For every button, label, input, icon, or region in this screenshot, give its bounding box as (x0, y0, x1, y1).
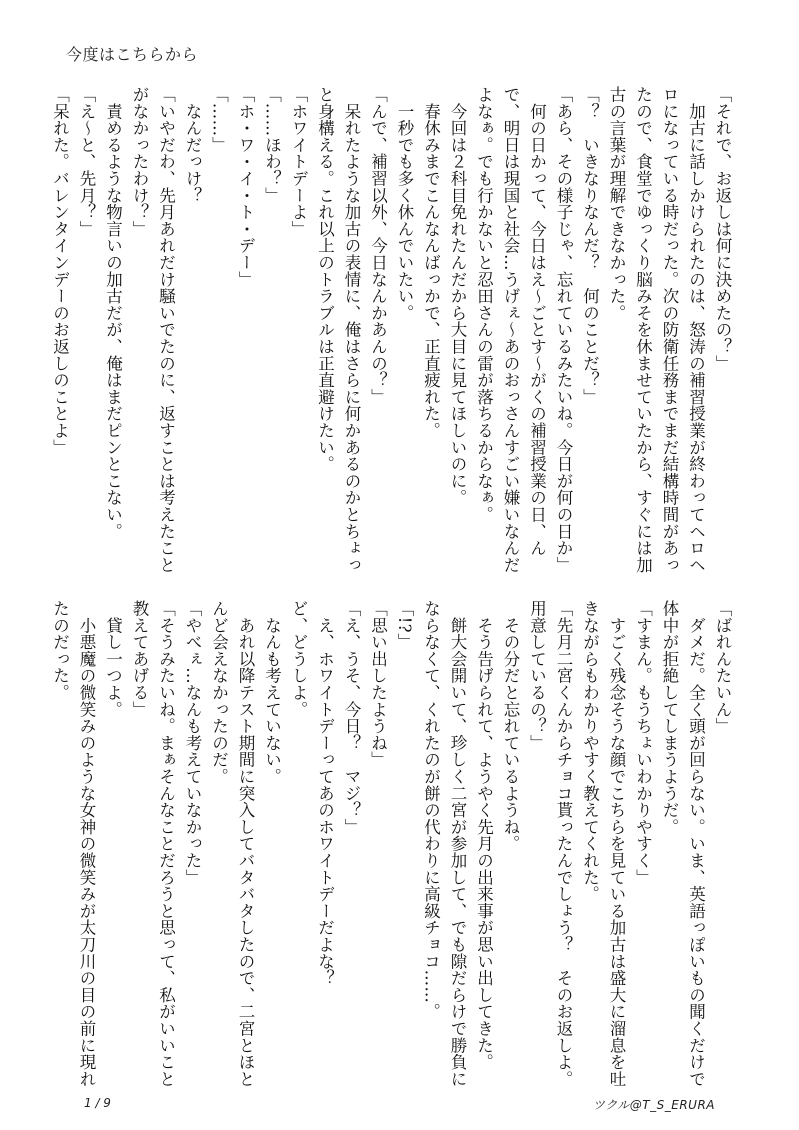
text-line: 今回は２科目免れたんだから大目に見てほしいのに。 (448, 86, 467, 506)
text-line: 「ホワイトデーよ」 (289, 86, 308, 238)
text-line: 加古に話しかけられたのは、怒涛の補習授業が終わってヘロヘ (686, 86, 706, 574)
text-line: 「いやだわ、先月あれだけ騒いでたのに、返すことは考えたこと (156, 86, 176, 574)
text-line: 「すまん。もうちょいわかりやすく」 (633, 600, 653, 886)
text-line: その分だと忘れているようね。 (501, 600, 520, 852)
text-line: がなかったわけ？」 (130, 86, 149, 238)
text-line: 「!?」 (395, 600, 414, 650)
text-line: 教えてあげる」 (130, 600, 149, 718)
text-line: 「？ いきなりなんだ？ 何のことだ？」 (580, 86, 600, 406)
text-line: 何の日かって、今日はえ～ごとす～がくの補習授業の日、ん (527, 86, 547, 557)
text-line: たので、食堂でゆっくり脳みそを休ませていたから、すぐには加 (633, 86, 653, 574)
text-line: 「あら、その様子じゃ、忘れているみたいね。今日が何の日か」 (554, 86, 573, 574)
text-line: ど、どうしよ。 (289, 600, 308, 718)
text-line: そう告げられて、ようやく先月の出来事が思い出してきた。 (474, 600, 494, 1071)
text-line: 一秒でも多く休んでいたい。 (395, 86, 414, 322)
text-line: 「呆れた。バレンタインデーのお返しのことよ」 (50, 86, 70, 456)
author-credit: ツクル@T_S_ERURA (592, 1098, 715, 1112)
text-line: 「んで、補習以外、今日なんかあんの？」 (368, 86, 388, 406)
text-line: 「ホ・ワ・イ・ト・デー」 (236, 86, 255, 288)
text-line: 体中が拒絶してしまうようだ。 (660, 600, 679, 836)
text-line: 「……」 (209, 86, 229, 154)
text-line: あれ以降テスト期間に突入してバタバタしたので、二宮とほと (236, 600, 255, 1088)
text-line: なんも考えていない。 (262, 600, 282, 785)
text-line: 「え～と、先月？」 (77, 86, 96, 238)
text-block-upper (50, 86, 735, 574)
text-line: 用意しているの？」 (527, 600, 547, 752)
text-line: 貸し一つよ。 (103, 600, 123, 718)
text-line: で、明日は現国と社会…うげぇ～あのおっさんすごい嫌いなんだ (501, 86, 520, 574)
text-line: たのだった。 (50, 600, 70, 701)
text-line: よなぁ。でも行かないと忍田さんの雷が落ちるからなぁ。 (474, 86, 494, 523)
text-line: と身構える。これ以上のトラブルは正直避けたい。 (315, 86, 335, 473)
text-line: 「先月二宮くんからチョコ貰ったんでしょう？ そのお返しよ。 (554, 600, 573, 1088)
text-block-lower (50, 600, 735, 1088)
text-line: 「思い出したようね」 (368, 600, 388, 768)
text-line: 「やべぇ…なんも考えていなかった」 (183, 600, 202, 886)
text-line: 「え、うそ、今日？ マジ？」 (342, 600, 361, 836)
text-line: 春休みまでこんなんばっかで、正直疲れた。 (421, 86, 441, 439)
text-line: 責めるような物言いの加古だが、俺はまだピンとこない。 (103, 86, 123, 540)
text-line: 餅大会開いて、珍しく二宮が参加して、でも隙だらけで勝負に (448, 600, 467, 1088)
text-line: 「……ほわ？」 (262, 86, 282, 204)
text-line: すごく残念そうな顔でこちらを見ている加古は盛大に溜息を吐 (607, 600, 626, 1088)
text-line: ダメだ。全く頭が回らない。いま、英語っぽいもの聞くだけで (686, 600, 706, 1088)
text-line: 「それで、お返しは何に決めたの？」 (713, 86, 732, 372)
text-line: ロになっている時だった。次の防衛任務までまだ結構時間があっ (660, 86, 679, 574)
text-line: え、ホワイトデーってあのホワイトデーだよな？ (315, 600, 335, 987)
text-line: ならなくて、くれたのが餅の代わりに高級チョコ……。 (421, 600, 441, 1020)
text-line: 「そうみたいね。まぁそんなことだろうと思って、私がいいこと (156, 600, 176, 1088)
text-line: んど会えなかったのだ。 (209, 600, 229, 785)
page-title: 今度はこちらから (66, 45, 199, 64)
text-line: 古の言葉が理解できなかった。 (607, 86, 626, 322)
text-line: きながらもわかりやすく教えてくれた。 (580, 600, 600, 903)
text-line: 呆れたような加古の表情に、俺はさらに何かあるのかとちょっ (342, 86, 361, 574)
page-number: 1 / 9 (84, 1096, 111, 1110)
text-line: なんだっけ？ (183, 86, 202, 204)
text-line: 小悪魔の微笑みのような女神の微笑みが太刀川の目の前に現れ (77, 600, 96, 1088)
text-line: 「ばれんたいん」 (713, 600, 732, 735)
